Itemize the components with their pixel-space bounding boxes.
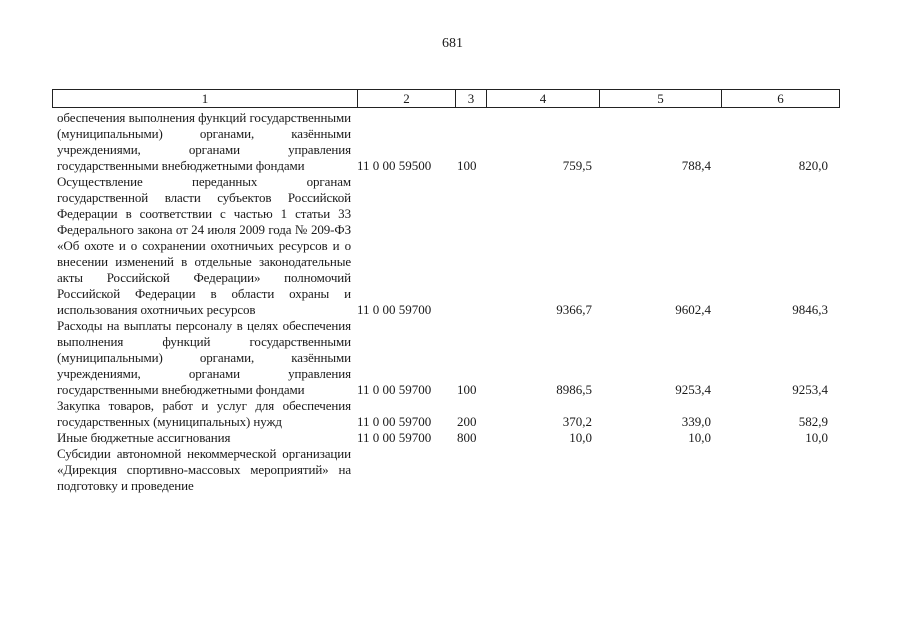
header-col-1: 1	[201, 91, 209, 106]
table-row	[57, 318, 837, 398]
page-number: 681	[442, 36, 463, 51]
row-value-3: 582,9	[798, 414, 828, 429]
row-value-2: 10,0	[688, 430, 711, 445]
table-row	[57, 446, 837, 494]
row-description: Субсидии автономной некоммерческой организации «Дирекция спортивно-массовых мероприятий» на подготовку и проведение	[57, 446, 351, 493]
row-vr: 100	[457, 382, 477, 397]
table-row	[57, 110, 837, 174]
row-code: 11 0 00 59700	[357, 302, 432, 317]
row-value-3: 820,0	[798, 158, 828, 173]
header-col-3: 3	[455, 90, 486, 107]
table-row	[57, 398, 837, 430]
row-code: 11 0 00 59500	[357, 158, 432, 173]
header-col-6: 6	[721, 90, 839, 107]
row-vr: 800	[457, 430, 477, 445]
row-value-1: 10,0	[569, 430, 592, 445]
row-value-2: 788,4	[681, 158, 711, 173]
row-description: обеспечения выполнения функций государственными (муниципальными) органами, казёнными учреждениями, органами управления государственными внебюджетными фондами	[57, 110, 351, 173]
row-value-2: 339,0	[681, 414, 711, 429]
row-code: 11 0 00 59700	[357, 430, 432, 445]
table-row	[57, 174, 837, 318]
row-value-1: 8986,5	[556, 382, 592, 397]
row-code: 11 0 00 59700	[357, 414, 432, 429]
row-value-1: 759,5	[562, 158, 592, 173]
row-vr: 100	[457, 158, 477, 173]
header-col-4: 4	[486, 90, 599, 107]
row-value-2: 9253,4	[675, 382, 711, 397]
row-description: Осуществление переданных органам государственной власти субъектов Российской Федерации в соответствии с частью 1 статьи 33 Федерального закона от 24 июля 2009 года № 209-ФЗ «Об охоте и о сохранении охотничьих ресурсов и о внесении изменений в отдельные законодательные акты Российской Федерации» полномочий Российской Федерации в области охраны и использования охотничьих ресурсов	[57, 174, 351, 317]
row-code: 11 0 00 59700	[357, 382, 432, 397]
table-body	[57, 110, 837, 494]
row-description: Иные бюджетные ассигнования	[57, 430, 231, 445]
table-row	[57, 430, 837, 446]
table-header	[52, 89, 840, 108]
row-description: Расходы на выплаты персоналу в целях обеспечения выполнения функций государственными (муниципальными) органами, казёнными учреждениями, органами управления государственными внебюджетными фондами	[57, 318, 351, 397]
row-value-2: 9602,4	[675, 302, 711, 317]
row-value-3: 9253,4	[792, 382, 828, 397]
row-value-1: 9366,7	[556, 302, 592, 317]
row-vr: 200	[457, 414, 477, 429]
header-col-5: 5	[599, 90, 721, 107]
row-value-3: 9846,3	[792, 302, 828, 317]
row-description: Закупка товаров, работ и услуг для обеспечения государственных (муниципальных) нужд	[57, 398, 351, 429]
row-value-1: 370,2	[562, 414, 592, 429]
row-value-3: 10,0	[805, 430, 828, 445]
header-col-2: 2	[357, 90, 455, 107]
